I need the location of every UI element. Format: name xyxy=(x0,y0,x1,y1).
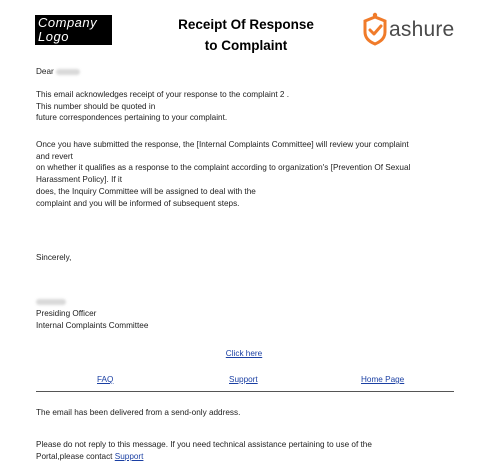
greeting-prefix: Dear xyxy=(36,67,54,76)
shield-icon xyxy=(362,12,388,46)
paragraph-line: does, the Inquiry Committee will be assigned to deal with the xyxy=(36,186,256,196)
paragraph-line: future correspondences pertaining to your complaint. xyxy=(36,113,228,123)
redacted-name xyxy=(56,69,80,75)
signer-title: Presiding Officer xyxy=(36,309,97,318)
help-line1: Please do not reply to this message. If you need technical assistance pertaining to use of the xyxy=(36,440,372,449)
paragraph-line: Once you have submitted the response, the [Internal Complaints Committee] will review your complaint xyxy=(36,140,409,149)
click-here-link[interactable]: Click here xyxy=(225,349,263,358)
footer-divider xyxy=(36,391,454,392)
redacted-signer xyxy=(36,299,66,305)
title-line1: Receipt Of Response xyxy=(178,17,314,32)
paragraph-line: This number should be quoted in xyxy=(36,101,156,111)
home-page-link[interactable]: Home Page xyxy=(361,375,405,384)
help-text xyxy=(36,439,466,462)
support-link[interactable]: Support xyxy=(229,375,258,384)
page-title xyxy=(166,14,326,56)
footer-nav xyxy=(36,375,454,387)
help-line2-prefix: Portal,please contact xyxy=(36,451,115,461)
paragraph-line: This email acknowledges receipt of your response to the complaint 2 . xyxy=(36,90,290,99)
paragraph-review-process xyxy=(36,139,466,209)
paragraph-line: Harassment Policy]. If it xyxy=(36,175,122,185)
paragraph-acknowledgement xyxy=(36,89,466,124)
brand-name: ashure xyxy=(389,18,455,41)
click-here-row xyxy=(0,348,496,360)
title-line2: to Complaint xyxy=(204,38,288,53)
help-line2 xyxy=(36,451,466,463)
company-logo xyxy=(35,15,112,45)
send-only-note: The email has been delivered from a send-only address. xyxy=(36,408,241,417)
paragraph-line: and revert xyxy=(36,151,73,161)
signer-name xyxy=(36,296,466,308)
brand-logo xyxy=(362,12,462,52)
paragraph-line: complaint and you will be informed of subsequent steps. xyxy=(36,198,240,208)
company-logo-line1: Company xyxy=(38,15,98,30)
paragraph-line: on whether it qualifies as a response to the complaint according to organization's [Prevention Of Sexual xyxy=(36,163,411,173)
company-logo-line2: Logo xyxy=(38,29,69,44)
support-contact-link[interactable]: Support xyxy=(114,451,144,461)
closing: Sincerely, xyxy=(36,253,72,262)
signature-block xyxy=(36,296,466,331)
signer-org: Internal Complaints Committee xyxy=(36,320,149,330)
faq-link[interactable]: FAQ xyxy=(97,375,114,384)
greeting xyxy=(36,66,466,78)
